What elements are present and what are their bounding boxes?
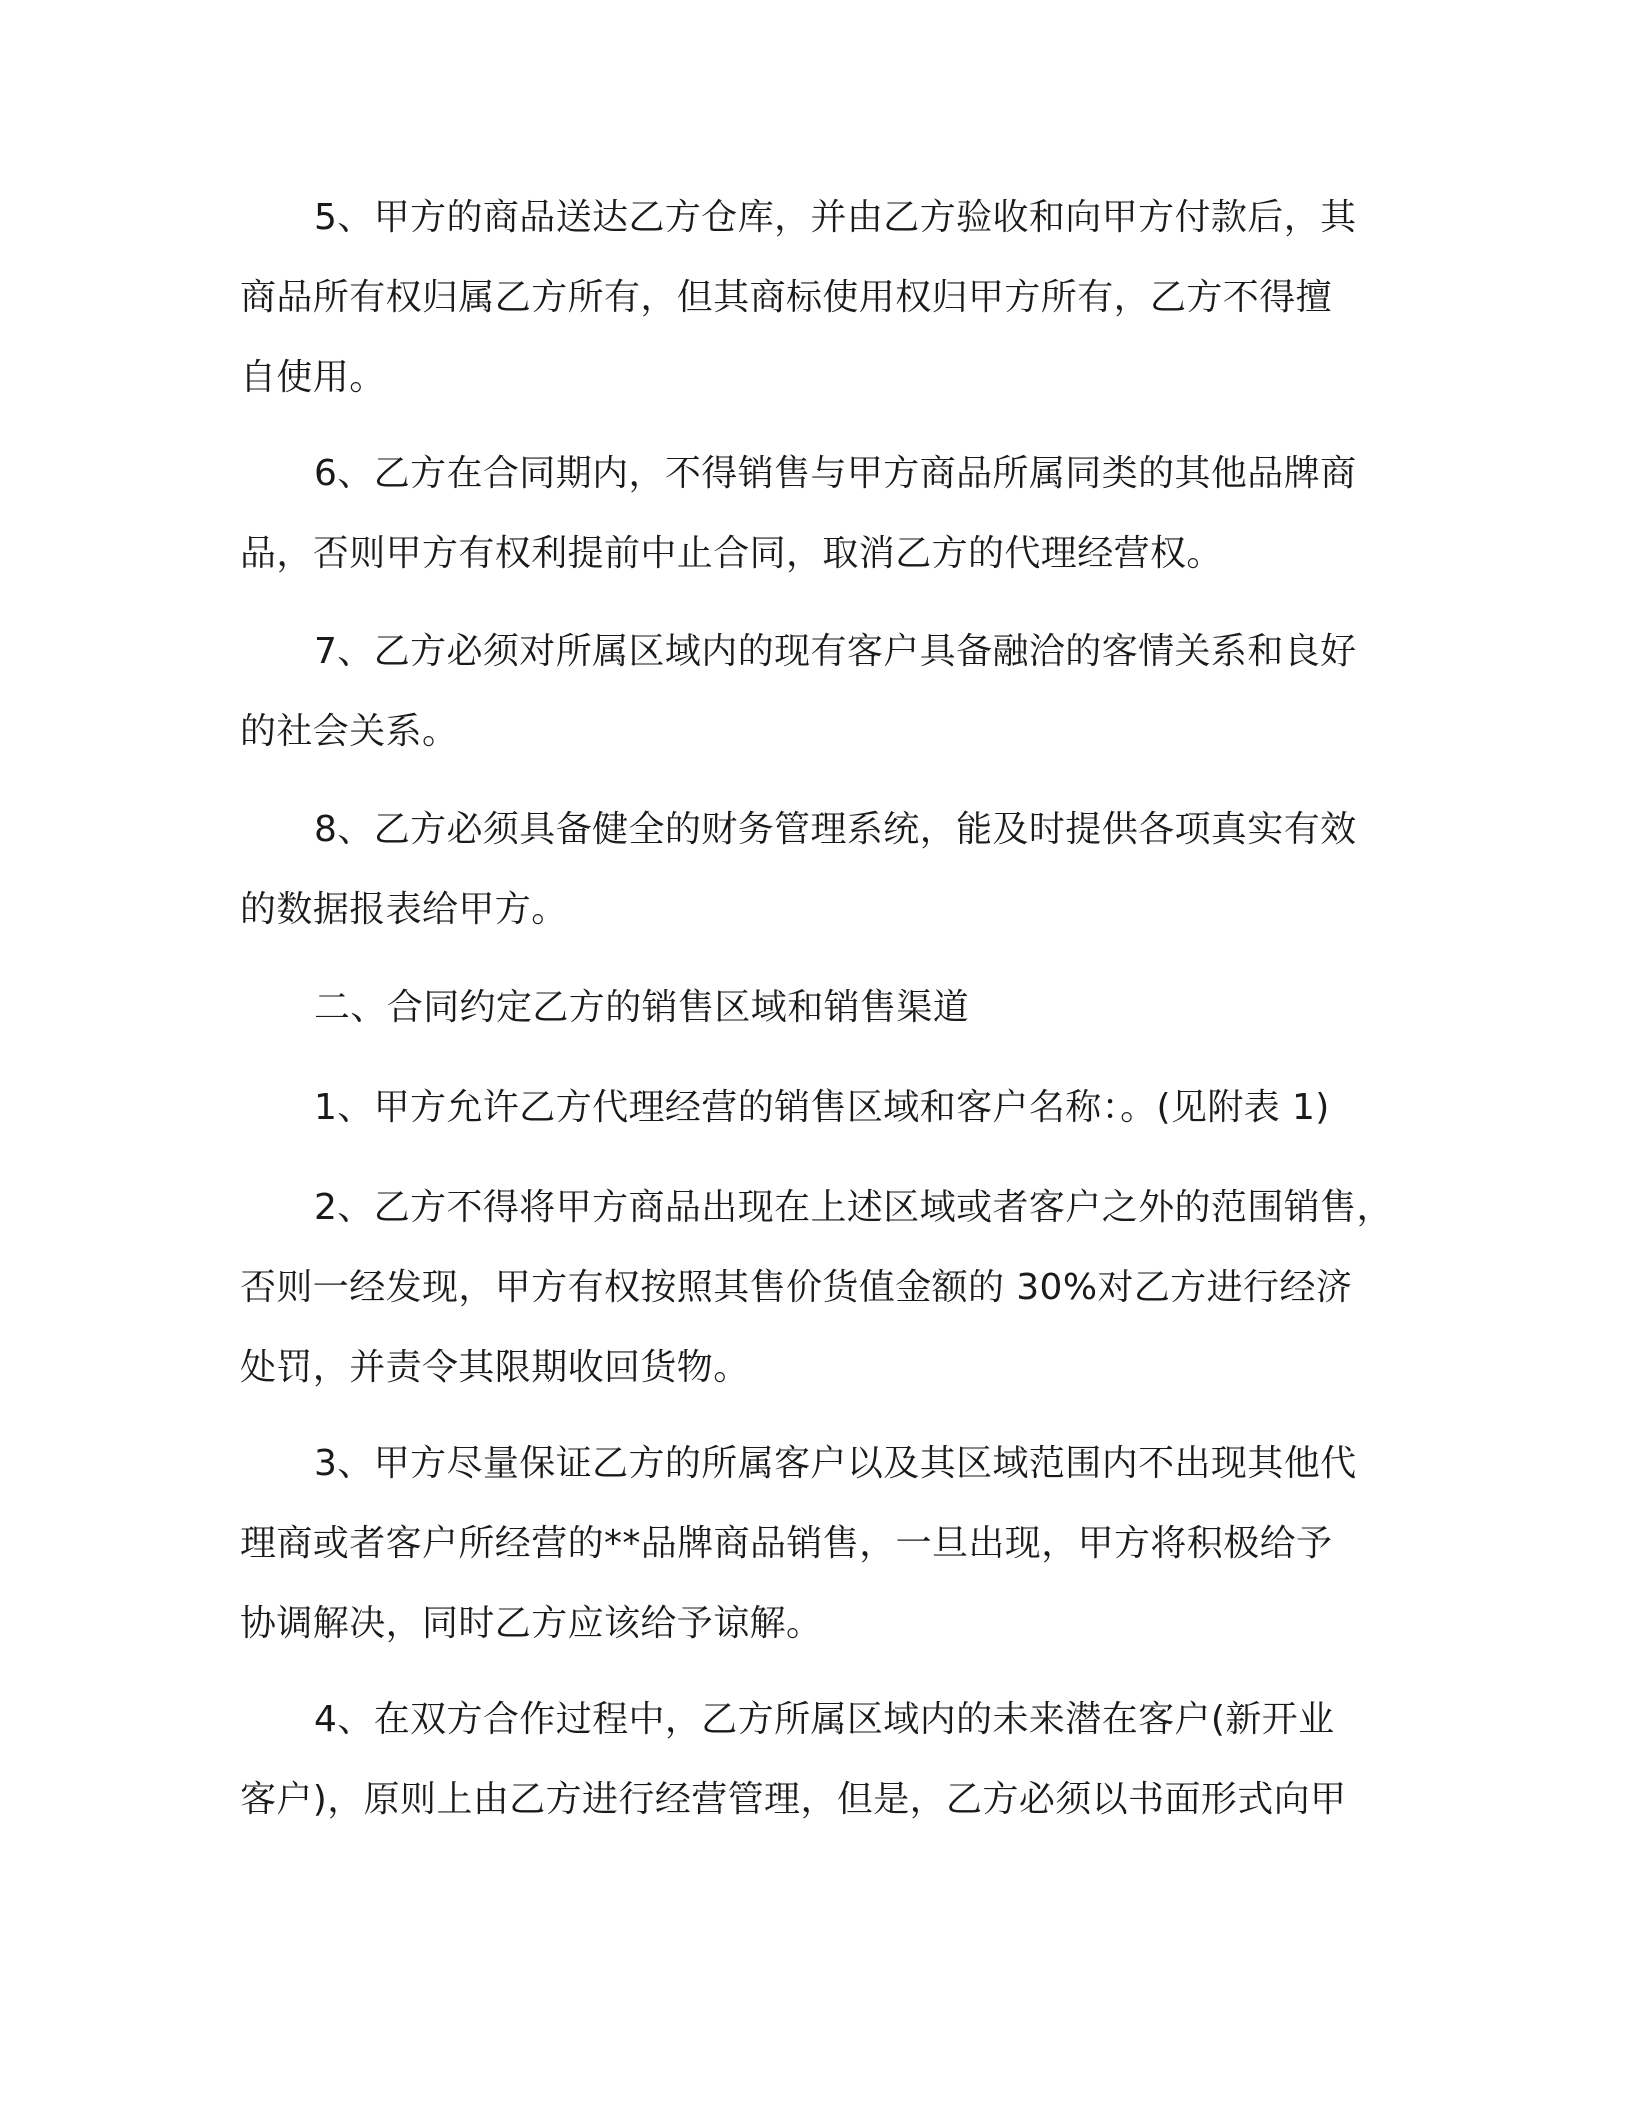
section-2-clause-4-line-2: 客户)，原则上由乙方进行经营管理，但是，乙方必须以书面形式向甲 — [240, 1779, 1347, 1820]
clause-8 — [240, 790, 1400, 950]
section-2-clause-2 — [240, 1168, 1400, 1408]
clause-5-line-3: 自使用。 — [240, 357, 386, 398]
section-2-clause-3-line-3: 协调解决，同时乙方应该给予谅解。 — [240, 1603, 823, 1644]
section-2-clause-4-line-1: 4、在双方合作过程中，乙方所属区域内的未来潜在客户(新开业 — [314, 1699, 1335, 1740]
section-2-clause-2-line-1: 2、乙方不得将甲方商品出现在上述区域或者客户之外的范围销售， — [314, 1187, 1393, 1228]
clause-7-line-1: 7、乙方必须对所属区域内的现有客户具备融洽的客情关系和良好 — [314, 631, 1357, 672]
clause-6 — [240, 434, 1400, 594]
clause-8-line-2: 的数据报表给甲方。 — [240, 889, 568, 930]
section-2-clause-3-line-2: 理商或者客户所经营的**品牌商品销售，一旦出现，甲方将积极给予 — [240, 1523, 1333, 1564]
clause-5 — [240, 178, 1400, 418]
section-2-heading — [240, 968, 1400, 1048]
clause-7 — [240, 612, 1400, 772]
section-2-clause-2-line-2: 否则一经发现，甲方有权按照其售价货值金额的 30%对乙方进行经济 — [240, 1267, 1353, 1308]
clause-5-line-1: 5、甲方的商品送达乙方仓库，并由乙方验收和向甲方付款后，其 — [314, 197, 1357, 238]
section-2-clause-1-line-1: 1、甲方允许乙方代理经营的销售区域和客户名称：。(见附表 1) — [314, 1087, 1330, 1128]
section-2-clause-4 — [240, 1680, 1400, 1840]
section-2-clause-2-line-3: 处罚，并责令其限期收回货物。 — [240, 1347, 750, 1388]
clause-8-line-1: 8、乙方必须具备健全的财务管理系统，能及时提供各项真实有效 — [314, 809, 1357, 850]
clause-5-line-2: 商品所有权归属乙方所有，但其商标使用权归甲方所有，乙方不得擅 — [240, 277, 1333, 318]
section-2-clause-3-line-1: 3、甲方尽量保证乙方的所属客户以及其区域范围内不出现其他代 — [314, 1443, 1357, 1484]
section-2-heading-text: 二、合同约定乙方的销售区域和销售渠道 — [314, 987, 970, 1028]
section-2-clause-1 — [240, 1068, 1400, 1148]
clause-7-line-2: 的社会关系。 — [240, 711, 459, 752]
section-2-clause-3 — [240, 1424, 1400, 1664]
clause-6-line-1: 6、乙方在合同期内，不得销售与甲方商品所属同类的其他品牌商 — [314, 453, 1357, 494]
clause-6-line-2: 品，否则甲方有权利提前中止合同，取消乙方的代理经营权。 — [240, 533, 1223, 574]
